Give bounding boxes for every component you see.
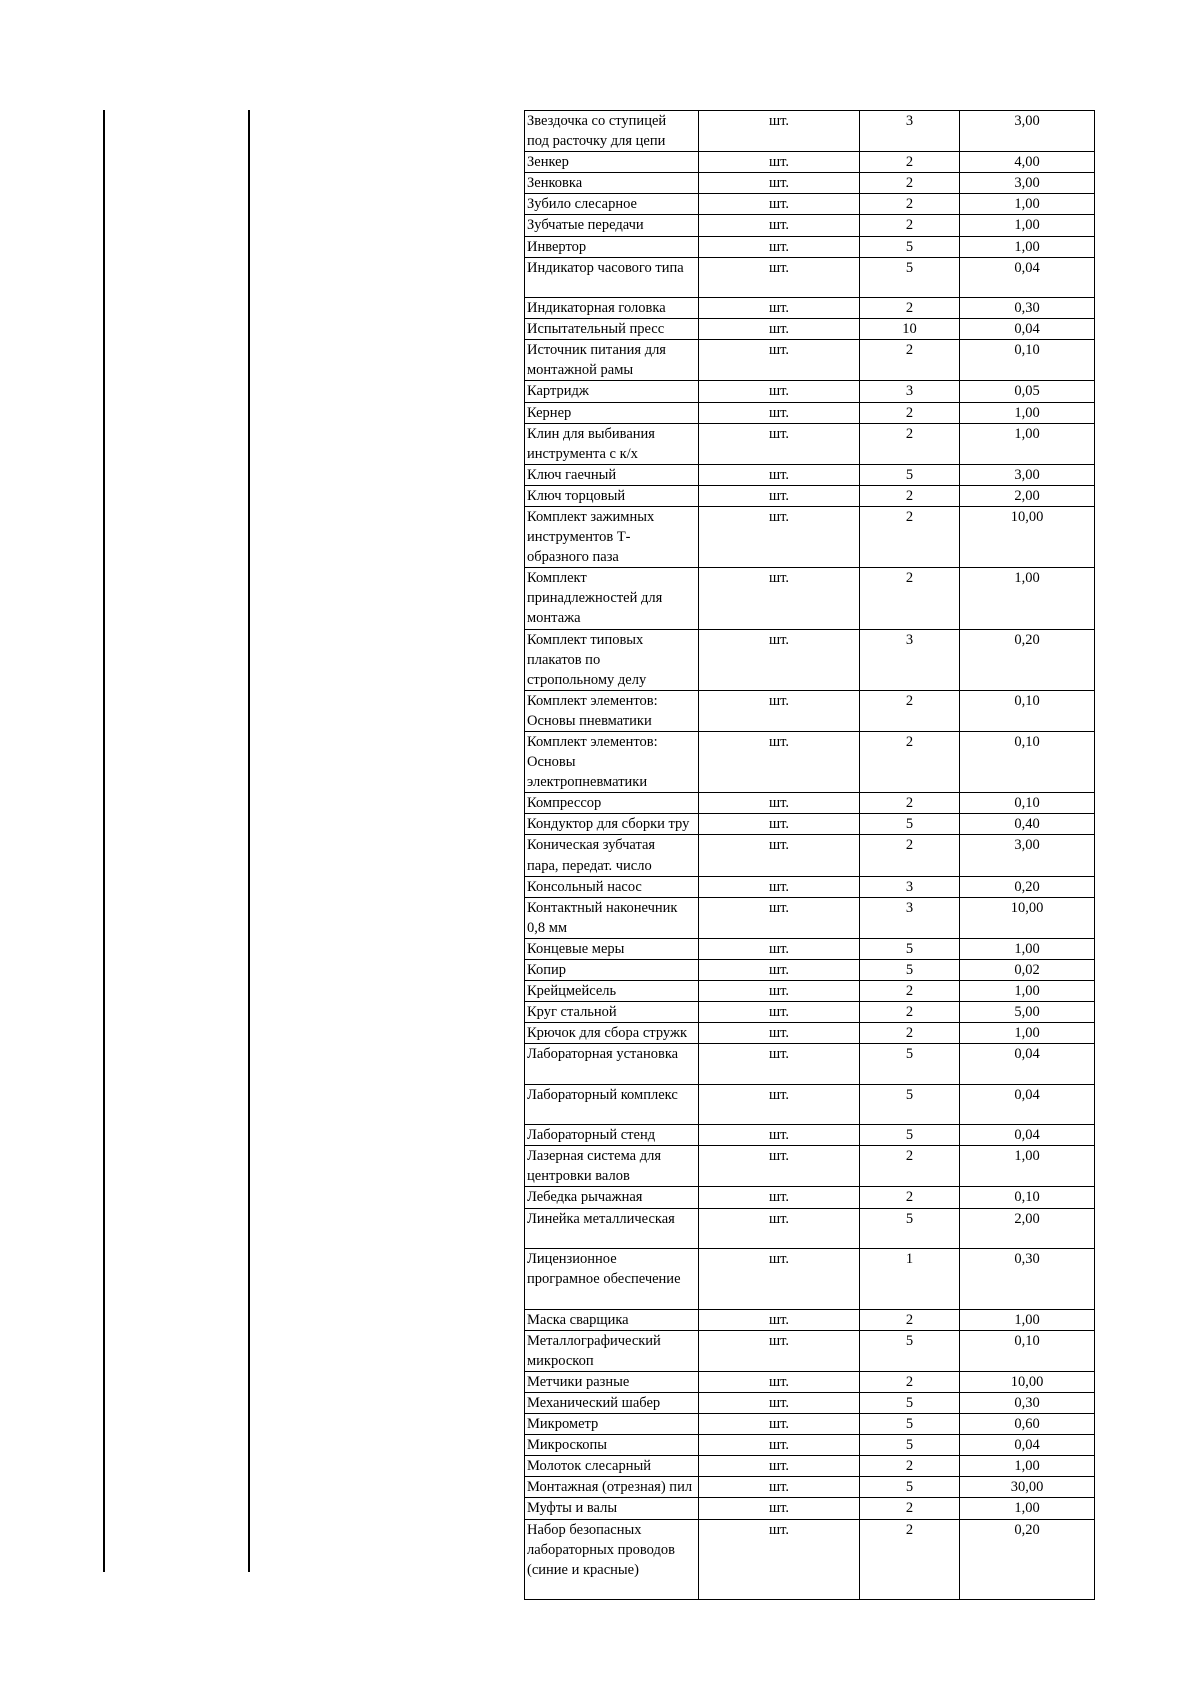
item-name-cell: Звездочка со ступицей под расточку для цепи	[525, 111, 699, 152]
item-quantity-cell: 2	[860, 506, 960, 567]
item-value-cell: 1,00	[960, 568, 1095, 629]
item-name-cell: Лабораторный комплекс	[525, 1084, 699, 1124]
item-name-cell: Лицензионное програмное обеспечение	[525, 1248, 699, 1309]
item-quantity-cell: 2	[860, 1187, 960, 1208]
item-unit-cell: шт.	[699, 1456, 860, 1477]
item-name-cell: Зенковка	[525, 173, 699, 194]
item-name-cell: Индикаторная головка	[525, 298, 699, 319]
item-quantity-cell: 5	[860, 938, 960, 959]
table-row	[525, 1456, 1095, 1477]
item-quantity-cell: 2	[860, 1519, 960, 1600]
table-row	[525, 173, 1095, 194]
item-name-cell: Крейцмейсель	[525, 981, 699, 1002]
item-unit-cell: шт.	[699, 506, 860, 567]
item-unit-cell: шт.	[699, 793, 860, 814]
item-quantity-cell: 5	[860, 1330, 960, 1371]
item-quantity-cell: 5	[860, 236, 960, 257]
item-value-cell: 3,00	[960, 464, 1095, 485]
item-name-cell: Монтажная (отрезная) пил	[525, 1477, 699, 1498]
item-quantity-cell: 2	[860, 835, 960, 876]
item-unit-cell: шт.	[699, 732, 860, 793]
item-name-cell: Крючок для сбора стружк	[525, 1023, 699, 1044]
item-quantity-cell: 2	[860, 215, 960, 236]
item-value-cell: 0,04	[960, 1125, 1095, 1146]
table-row	[525, 960, 1095, 981]
item-value-cell: 0,30	[960, 1248, 1095, 1309]
table-row	[525, 423, 1095, 464]
item-value-cell: 0,20	[960, 876, 1095, 897]
table-row	[525, 1002, 1095, 1023]
item-value-cell: 10,00	[960, 1371, 1095, 1392]
item-unit-cell: шт.	[699, 1044, 860, 1084]
table-row	[525, 981, 1095, 1002]
item-unit-cell: шт.	[699, 194, 860, 215]
item-quantity-cell: 5	[860, 1414, 960, 1435]
item-quantity-cell: 2	[860, 1456, 960, 1477]
item-value-cell: 2,00	[960, 485, 1095, 506]
item-unit-cell: шт.	[699, 1309, 860, 1330]
item-value-cell: 1,00	[960, 981, 1095, 1002]
item-value-cell: 0,60	[960, 1414, 1095, 1435]
item-unit-cell: шт.	[699, 981, 860, 1002]
item-quantity-cell: 2	[860, 1146, 960, 1187]
table-row	[525, 1146, 1095, 1187]
item-unit-cell: шт.	[699, 1248, 860, 1309]
item-quantity-cell: 3	[860, 111, 960, 152]
item-value-cell: 1,00	[960, 1023, 1095, 1044]
table-row	[525, 1519, 1095, 1600]
column-divider-line	[248, 110, 250, 1572]
item-name-cell: Комплект элементов: Основы пневматики	[525, 690, 699, 731]
equipment-table-body	[525, 111, 1095, 1600]
item-quantity-cell: 2	[860, 485, 960, 506]
item-name-cell: Копир	[525, 960, 699, 981]
table-row	[525, 152, 1095, 173]
item-unit-cell: шт.	[699, 381, 860, 402]
table-row	[525, 319, 1095, 340]
table-row	[525, 381, 1095, 402]
table-row	[525, 1392, 1095, 1413]
item-value-cell: 1,00	[960, 1309, 1095, 1330]
item-name-cell: Круг стальной	[525, 1002, 699, 1023]
item-quantity-cell: 1	[860, 1248, 960, 1309]
table-row	[525, 402, 1095, 423]
item-unit-cell: шт.	[699, 1435, 860, 1456]
table-row	[525, 1309, 1095, 1330]
item-value-cell: 0,04	[960, 1044, 1095, 1084]
item-value-cell: 0,30	[960, 1392, 1095, 1413]
table-row	[525, 938, 1095, 959]
item-quantity-cell: 2	[860, 173, 960, 194]
item-name-cell: Микроскопы	[525, 1435, 699, 1456]
item-name-cell: Муфты и валы	[525, 1498, 699, 1519]
item-unit-cell: шт.	[699, 423, 860, 464]
item-value-cell: 0,40	[960, 814, 1095, 835]
item-unit-cell: шт.	[699, 402, 860, 423]
item-value-cell: 0,10	[960, 690, 1095, 731]
item-name-cell: Лебедка рычажная	[525, 1187, 699, 1208]
table-row	[525, 835, 1095, 876]
item-value-cell: 0,20	[960, 1519, 1095, 1600]
item-value-cell: 1,00	[960, 938, 1095, 959]
item-name-cell: Микрометр	[525, 1414, 699, 1435]
item-name-cell: Контактный наконечник 0,8 мм	[525, 897, 699, 938]
item-value-cell: 0,04	[960, 319, 1095, 340]
table-row	[525, 257, 1095, 297]
item-value-cell: 1,00	[960, 236, 1095, 257]
table-row	[525, 732, 1095, 793]
item-unit-cell: шт.	[699, 257, 860, 297]
item-name-cell: Зенкер	[525, 152, 699, 173]
item-quantity-cell: 5	[860, 257, 960, 297]
table-row	[525, 1435, 1095, 1456]
item-quantity-cell: 5	[860, 1435, 960, 1456]
item-quantity-cell: 2	[860, 423, 960, 464]
table-row	[525, 1498, 1095, 1519]
item-quantity-cell: 2	[860, 340, 960, 381]
item-unit-cell: шт.	[699, 1208, 860, 1248]
left-border-line	[103, 110, 105, 1572]
item-quantity-cell: 5	[860, 1477, 960, 1498]
item-name-cell: Источник питания для монтажной рамы	[525, 340, 699, 381]
item-quantity-cell: 2	[860, 1309, 960, 1330]
item-value-cell: 1,00	[960, 1456, 1095, 1477]
item-name-cell: Набор безопасных лабораторных проводов (синие и красные)	[525, 1519, 699, 1600]
item-quantity-cell: 2	[860, 402, 960, 423]
item-unit-cell: шт.	[699, 1519, 860, 1600]
item-value-cell: 0,05	[960, 381, 1095, 402]
item-name-cell: Зубило слесарное	[525, 194, 699, 215]
item-quantity-cell: 2	[860, 732, 960, 793]
item-value-cell: 0,10	[960, 732, 1095, 793]
item-quantity-cell: 2	[860, 194, 960, 215]
item-value-cell: 0,10	[960, 1330, 1095, 1371]
item-quantity-cell: 5	[860, 1044, 960, 1084]
table-row	[525, 340, 1095, 381]
item-quantity-cell: 2	[860, 1002, 960, 1023]
item-unit-cell: шт.	[699, 1371, 860, 1392]
equipment-table	[524, 110, 1095, 1600]
item-unit-cell: шт.	[699, 1330, 860, 1371]
table-row	[525, 1477, 1095, 1498]
item-unit-cell: шт.	[699, 1392, 860, 1413]
item-value-cell: 1,00	[960, 402, 1095, 423]
item-name-cell: Комплект типовых плакатов по стропольному делу	[525, 629, 699, 690]
item-quantity-cell: 2	[860, 568, 960, 629]
item-value-cell: 3,00	[960, 111, 1095, 152]
item-name-cell: Кернер	[525, 402, 699, 423]
item-quantity-cell: 2	[860, 152, 960, 173]
table-row	[525, 506, 1095, 567]
table-row	[525, 1187, 1095, 1208]
item-name-cell: Линейка металлическая	[525, 1208, 699, 1248]
item-unit-cell: шт.	[699, 960, 860, 981]
table-row	[525, 194, 1095, 215]
table-row	[525, 236, 1095, 257]
table-row	[525, 629, 1095, 690]
item-value-cell: 0,04	[960, 1435, 1095, 1456]
item-name-cell: Комплект принадлежностей для монтажа	[525, 568, 699, 629]
item-quantity-cell: 5	[860, 1084, 960, 1124]
table-row	[525, 1371, 1095, 1392]
table-row	[525, 793, 1095, 814]
item-value-cell: 1,00	[960, 194, 1095, 215]
item-value-cell: 10,00	[960, 897, 1095, 938]
item-value-cell: 0,04	[960, 1084, 1095, 1124]
item-value-cell: 0,04	[960, 257, 1095, 297]
item-name-cell: Индикатор часового типа	[525, 257, 699, 297]
item-value-cell: 0,02	[960, 960, 1095, 981]
item-quantity-cell: 2	[860, 981, 960, 1002]
table-row	[525, 568, 1095, 629]
table-row	[525, 897, 1095, 938]
item-name-cell: Метчики разные	[525, 1371, 699, 1392]
item-unit-cell: шт.	[699, 298, 860, 319]
item-unit-cell: шт.	[699, 1477, 860, 1498]
table-row	[525, 1330, 1095, 1371]
item-quantity-cell: 10	[860, 319, 960, 340]
item-unit-cell: шт.	[699, 897, 860, 938]
item-unit-cell: шт.	[699, 1023, 860, 1044]
item-name-cell: Компрессор	[525, 793, 699, 814]
item-name-cell: Молоток слесарный	[525, 1456, 699, 1477]
item-value-cell: 3,00	[960, 173, 1095, 194]
item-value-cell: 1,00	[960, 1498, 1095, 1519]
item-quantity-cell: 5	[860, 814, 960, 835]
table-row	[525, 111, 1095, 152]
item-unit-cell: шт.	[699, 1498, 860, 1519]
item-quantity-cell: 3	[860, 381, 960, 402]
item-unit-cell: шт.	[699, 464, 860, 485]
item-quantity-cell: 3	[860, 629, 960, 690]
item-unit-cell: шт.	[699, 1146, 860, 1187]
item-unit-cell: шт.	[699, 173, 860, 194]
table-row	[525, 1084, 1095, 1124]
item-quantity-cell: 2	[860, 690, 960, 731]
item-name-cell: Зубчатые передачи	[525, 215, 699, 236]
table-row	[525, 690, 1095, 731]
item-unit-cell: шт.	[699, 340, 860, 381]
item-unit-cell: шт.	[699, 568, 860, 629]
item-unit-cell: шт.	[699, 1002, 860, 1023]
item-value-cell: 4,00	[960, 152, 1095, 173]
item-value-cell: 3,00	[960, 835, 1095, 876]
item-unit-cell: шт.	[699, 319, 860, 340]
item-name-cell: Комплект зажимных инструментов Т- образного паза	[525, 506, 699, 567]
item-name-cell: Испытательный пресс	[525, 319, 699, 340]
item-unit-cell: шт.	[699, 814, 860, 835]
item-name-cell: Лазерная система для центровки валов	[525, 1146, 699, 1187]
item-quantity-cell: 2	[860, 1498, 960, 1519]
item-unit-cell: шт.	[699, 690, 860, 731]
item-name-cell: Инвертор	[525, 236, 699, 257]
item-name-cell: Концевые меры	[525, 938, 699, 959]
item-name-cell: Консольный насос	[525, 876, 699, 897]
item-value-cell: 30,00	[960, 1477, 1095, 1498]
item-unit-cell: шт.	[699, 1414, 860, 1435]
item-unit-cell: шт.	[699, 1125, 860, 1146]
item-unit-cell: шт.	[699, 835, 860, 876]
item-value-cell: 2,00	[960, 1208, 1095, 1248]
item-value-cell: 5,00	[960, 1002, 1095, 1023]
item-unit-cell: шт.	[699, 485, 860, 506]
item-value-cell: 1,00	[960, 215, 1095, 236]
table-row	[525, 814, 1095, 835]
item-quantity-cell: 2	[860, 1023, 960, 1044]
item-unit-cell: шт.	[699, 236, 860, 257]
item-unit-cell: шт.	[699, 215, 860, 236]
item-quantity-cell: 5	[860, 464, 960, 485]
item-quantity-cell: 5	[860, 1208, 960, 1248]
item-name-cell: Металлографический микроскоп	[525, 1330, 699, 1371]
item-value-cell: 10,00	[960, 506, 1095, 567]
item-unit-cell: шт.	[699, 111, 860, 152]
item-quantity-cell: 2	[860, 1371, 960, 1392]
item-value-cell: 0,10	[960, 1187, 1095, 1208]
table-row	[525, 1125, 1095, 1146]
item-name-cell: Лабораторная установка	[525, 1044, 699, 1084]
table-row	[525, 1248, 1095, 1309]
item-name-cell: Кондуктор для сборки тру	[525, 814, 699, 835]
table-row	[525, 298, 1095, 319]
item-name-cell: Коническая зубчатая пара, передат. число	[525, 835, 699, 876]
item-value-cell: 1,00	[960, 1146, 1095, 1187]
item-quantity-cell: 3	[860, 897, 960, 938]
table-row	[525, 215, 1095, 236]
table-row	[525, 1023, 1095, 1044]
item-quantity-cell: 5	[860, 960, 960, 981]
table-row	[525, 485, 1095, 506]
item-name-cell: Ключ торцовый	[525, 485, 699, 506]
item-name-cell: Лабораторный стенд	[525, 1125, 699, 1146]
item-value-cell: 0,10	[960, 340, 1095, 381]
item-name-cell: Механический шабер	[525, 1392, 699, 1413]
item-unit-cell: шт.	[699, 152, 860, 173]
table-row	[525, 1414, 1095, 1435]
item-name-cell: Комплект элементов: Основы электропневматики	[525, 732, 699, 793]
item-name-cell: Маска сварщика	[525, 1309, 699, 1330]
item-name-cell: Картридж	[525, 381, 699, 402]
item-value-cell: 0,10	[960, 793, 1095, 814]
table-row	[525, 464, 1095, 485]
item-value-cell: 1,00	[960, 423, 1095, 464]
item-unit-cell: шт.	[699, 629, 860, 690]
item-name-cell: Ключ гаечный	[525, 464, 699, 485]
item-quantity-cell: 5	[860, 1125, 960, 1146]
table-row	[525, 1208, 1095, 1248]
item-value-cell: 0,30	[960, 298, 1095, 319]
item-quantity-cell: 5	[860, 1392, 960, 1413]
item-quantity-cell: 2	[860, 298, 960, 319]
item-unit-cell: шт.	[699, 1084, 860, 1124]
item-name-cell: Клин для выбивания инструмента с к/х	[525, 423, 699, 464]
table-row	[525, 1044, 1095, 1084]
item-unit-cell: шт.	[699, 1187, 860, 1208]
item-quantity-cell: 2	[860, 793, 960, 814]
table-row	[525, 876, 1095, 897]
item-unit-cell: шт.	[699, 876, 860, 897]
item-unit-cell: шт.	[699, 938, 860, 959]
item-value-cell: 0,20	[960, 629, 1095, 690]
item-quantity-cell: 3	[860, 876, 960, 897]
